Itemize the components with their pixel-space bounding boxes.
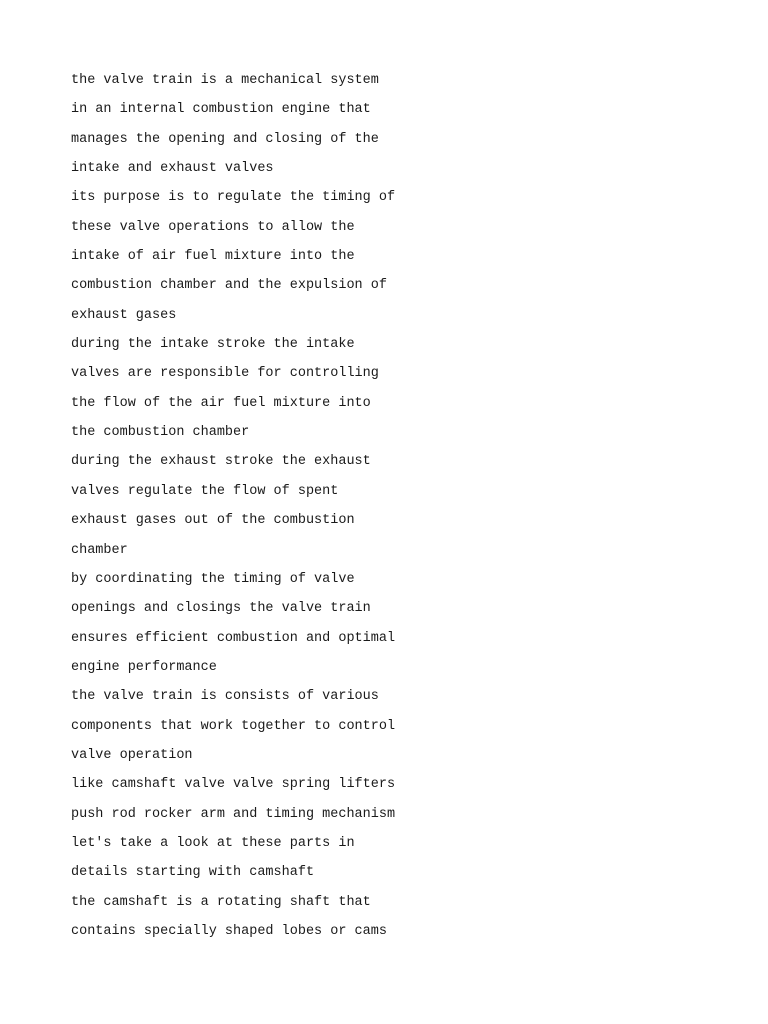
text-line: engine performance [71,659,217,675]
text-line: the valve train is a mechanical system [71,73,379,88]
text-line: contains specially shaped lobes or cams [71,923,387,939]
text-line: the camshaft is a rotating shaft that [71,894,371,910]
text-line: let's take a look at these parts in [71,835,355,851]
text-line: these valve operations to allow the [71,219,355,235]
text-line: during the intake stroke the intake [71,337,355,353]
transcript-text-block [71,66,731,946]
text-line: its purpose is to regulate the timing of [71,190,396,206]
text-line: in an internal combustion engine that [71,102,371,118]
text-line: ensures efficient combustion and optimal [71,630,396,646]
text-line: the flow of the air fuel mixture into [71,395,371,411]
text-line: push rod rocker arm and timing mechanism [71,806,396,822]
text-line: exhaust gases [71,307,177,323]
text-line: chamber [71,542,128,558]
text-line: openings and closings the valve train [71,601,371,617]
text-line: valve operation [71,747,193,763]
text-line: manages the opening and closing of the [71,131,379,147]
text-line: combustion chamber and the expulsion of [71,278,387,294]
text-line: like camshaft valve valve spring lifters [71,777,396,793]
text-line: intake of air fuel mixture into the [71,249,355,265]
text-line: valves regulate the flow of spent [71,483,339,499]
text-line: components that work together to control [71,718,396,734]
text-line: details starting with camshaft [71,865,315,881]
text-line: during the exhaust stroke the exhaust [71,454,371,470]
text-line: valves are responsible for controlling [71,366,379,382]
text-line: exhaust gases out of the combustion [71,513,355,529]
text-line: by coordinating the timing of valve [71,571,355,587]
text-line: the valve train is consists of various [71,689,379,705]
text-line: the combustion chamber [71,425,250,441]
text-line: intake and exhaust valves [71,161,274,177]
